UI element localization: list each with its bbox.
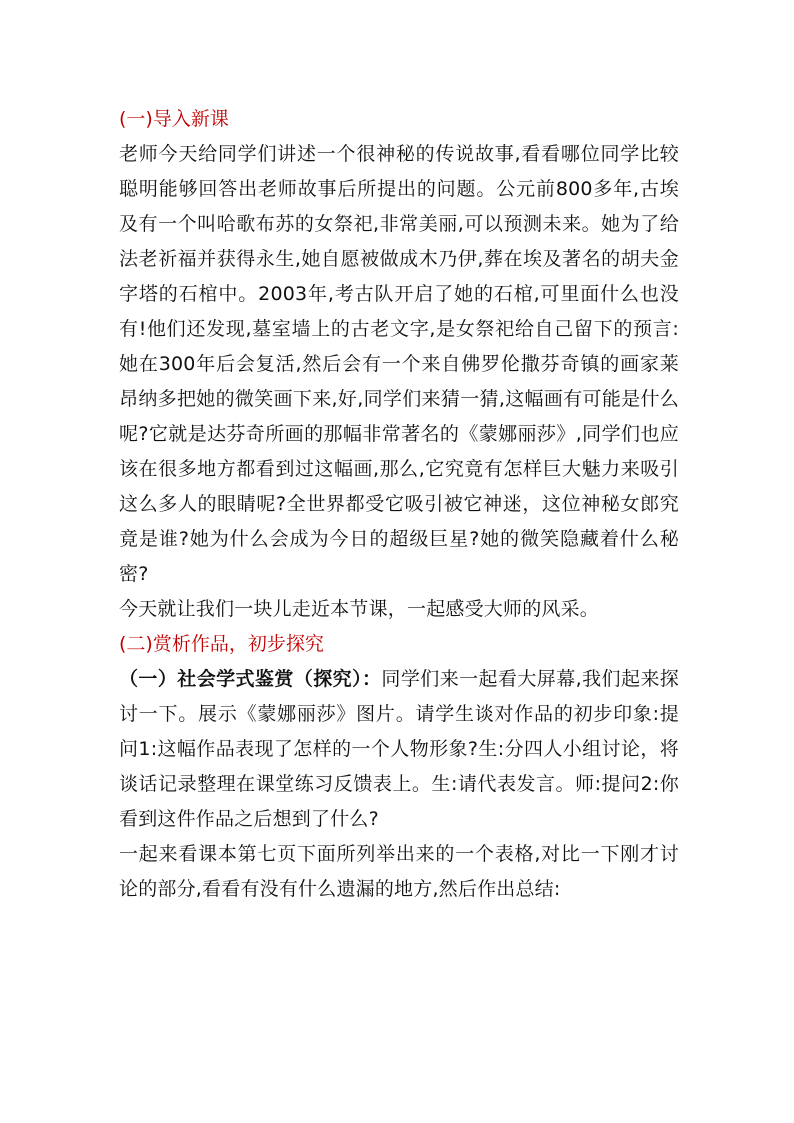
appreciation-paragraph [119, 662, 679, 837]
textbook-table-paragraph: 一起来看课本第七页下面所列举出来的一个表格,对比一下刚才讨论的部分,看看有没有什么遗漏的地方,然后作出总结: [119, 843, 679, 900]
section-heading-appreciation: (二)赏析作品，初步探究 [119, 633, 324, 655]
section-heading-intro: (一)导入新课 [119, 108, 229, 130]
intro-story-paragraph: 老师今天给同学们讲述一个很神秘的传说故事,看看哪位同学比较聪明能够回答出老师故事后所提出的问题。公元前800多年,古埃及有一个叫哈歌布苏的女祭祀,非常美丽,可以预测未来。她为了给法老祈福并获得永生,她自愿被做成木乃伊,葬在埃及著名的胡夫金字塔的石棺中。2003年,考古队开启了她的石棺,可里面什么也没有!他们还发现,墓室墙上的古老文字,是女祭祀给自己留下的预言:她在300年后会复活,然后会有一个来自佛罗伦撒芬奇镇的画家莱昂纳多把她的微笑画下来,好,同学们来猜一猜,这幅画有可能是什么呢?它就是达芬奇所画的那幅非常著名的《蒙娜丽莎》,同学们也应该在很多地方都看到过这幅画,那么,它究竟有怎样巨大魅力来吸引这么多人的眼睛呢?全世界都受它吸引被它神迷，这位神秘女郎究竟是谁?她为什么会成为今日的超级巨星?她的微笑隐藏着什么秘密? [119, 143, 679, 585]
intro-closing-paragraph: 今天就让我们一块儿走近本节课，一起感受大师的风采。 [119, 598, 600, 620]
appreciation-paragraph-text: 同学们来一起看大屏幕,我们起来探讨一下。展示《蒙娜丽莎》图片。请学生谈对作品的初步印象:提问1:这幅作品表现了怎样的一个人物形象?生:分四人小组讨论，将谈话记录整理在课堂练习反馈表上。生:请代表发言。师:提问2:你看到这件作品之后想到了什么? [119, 668, 679, 830]
subsection-lead-sociological: （一）社会学式鉴赏（探究）： [119, 668, 382, 690]
document-body [119, 102, 679, 907]
